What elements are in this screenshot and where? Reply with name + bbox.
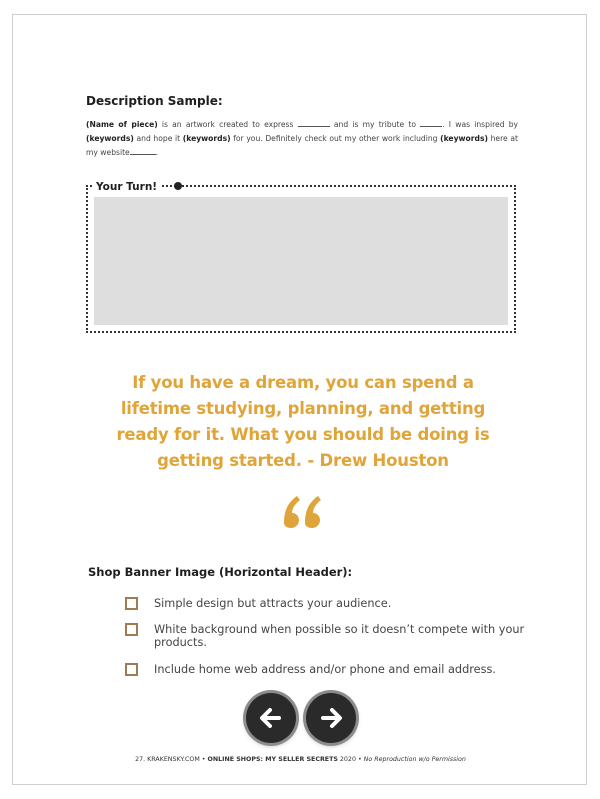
blank-line — [130, 146, 156, 155]
checkbox[interactable] — [125, 623, 138, 636]
checklist-item-label: White background when possible so it doesn’t compete with your products. — [154, 623, 525, 649]
checklist-item — [125, 597, 525, 610]
your-turn-answer-area[interactable] — [94, 197, 508, 325]
checklist-item — [125, 663, 525, 676]
banner-checklist — [125, 597, 525, 676]
bullet-dot-icon — [174, 182, 182, 190]
checkbox[interactable] — [125, 597, 138, 610]
shop-banner-title: Shop Banner Image (Horizontal Header): — [88, 565, 353, 579]
your-turn-label: Your Turn! — [94, 181, 161, 193]
keywords-placeholder: (keywords) — [86, 134, 134, 143]
document-page — [12, 14, 587, 785]
arrow-right-icon — [306, 693, 356, 743]
motivational-quote: If you have a dream, you can spend a lifetime studying, planning, and getting ready for it. What you should be doing is getting started. - Drew Houston — [116, 373, 490, 470]
blank-line — [298, 118, 330, 127]
description-sample-title: Description Sample: — [86, 94, 223, 108]
double-quote-icon — [278, 485, 328, 535]
checklist-item-label: Include home web address and/or phone and email address. — [154, 663, 496, 676]
keywords-placeholder: (keywords) — [182, 134, 231, 143]
blank-line — [420, 118, 442, 127]
your-turn-box — [86, 181, 516, 333]
name-of-piece-placeholder: (Name of piece) — [86, 120, 158, 129]
checklist-item — [125, 623, 525, 649]
previous-page-button[interactable] — [246, 693, 296, 743]
checklist-item-label: Simple design but attracts your audience. — [154, 597, 392, 610]
page-footer: 27. KRAKENSKY.COM • ONLINE SHOPS: MY SELLER SECRETS 2020 • No Reproduction w/o Permission — [135, 756, 466, 763]
checkbox[interactable] — [125, 663, 138, 676]
arrow-left-icon — [246, 693, 296, 743]
description-sample-text: (Name of piece) is an artwork created to express and is my tribute to . I was inspired by (keywords) and hope it (keywords) for you. Definitely check out my other work including (keywords) here at my website . — [86, 120, 519, 157]
keywords-placeholder: (keywords) — [440, 134, 488, 143]
next-page-button[interactable] — [306, 693, 356, 743]
